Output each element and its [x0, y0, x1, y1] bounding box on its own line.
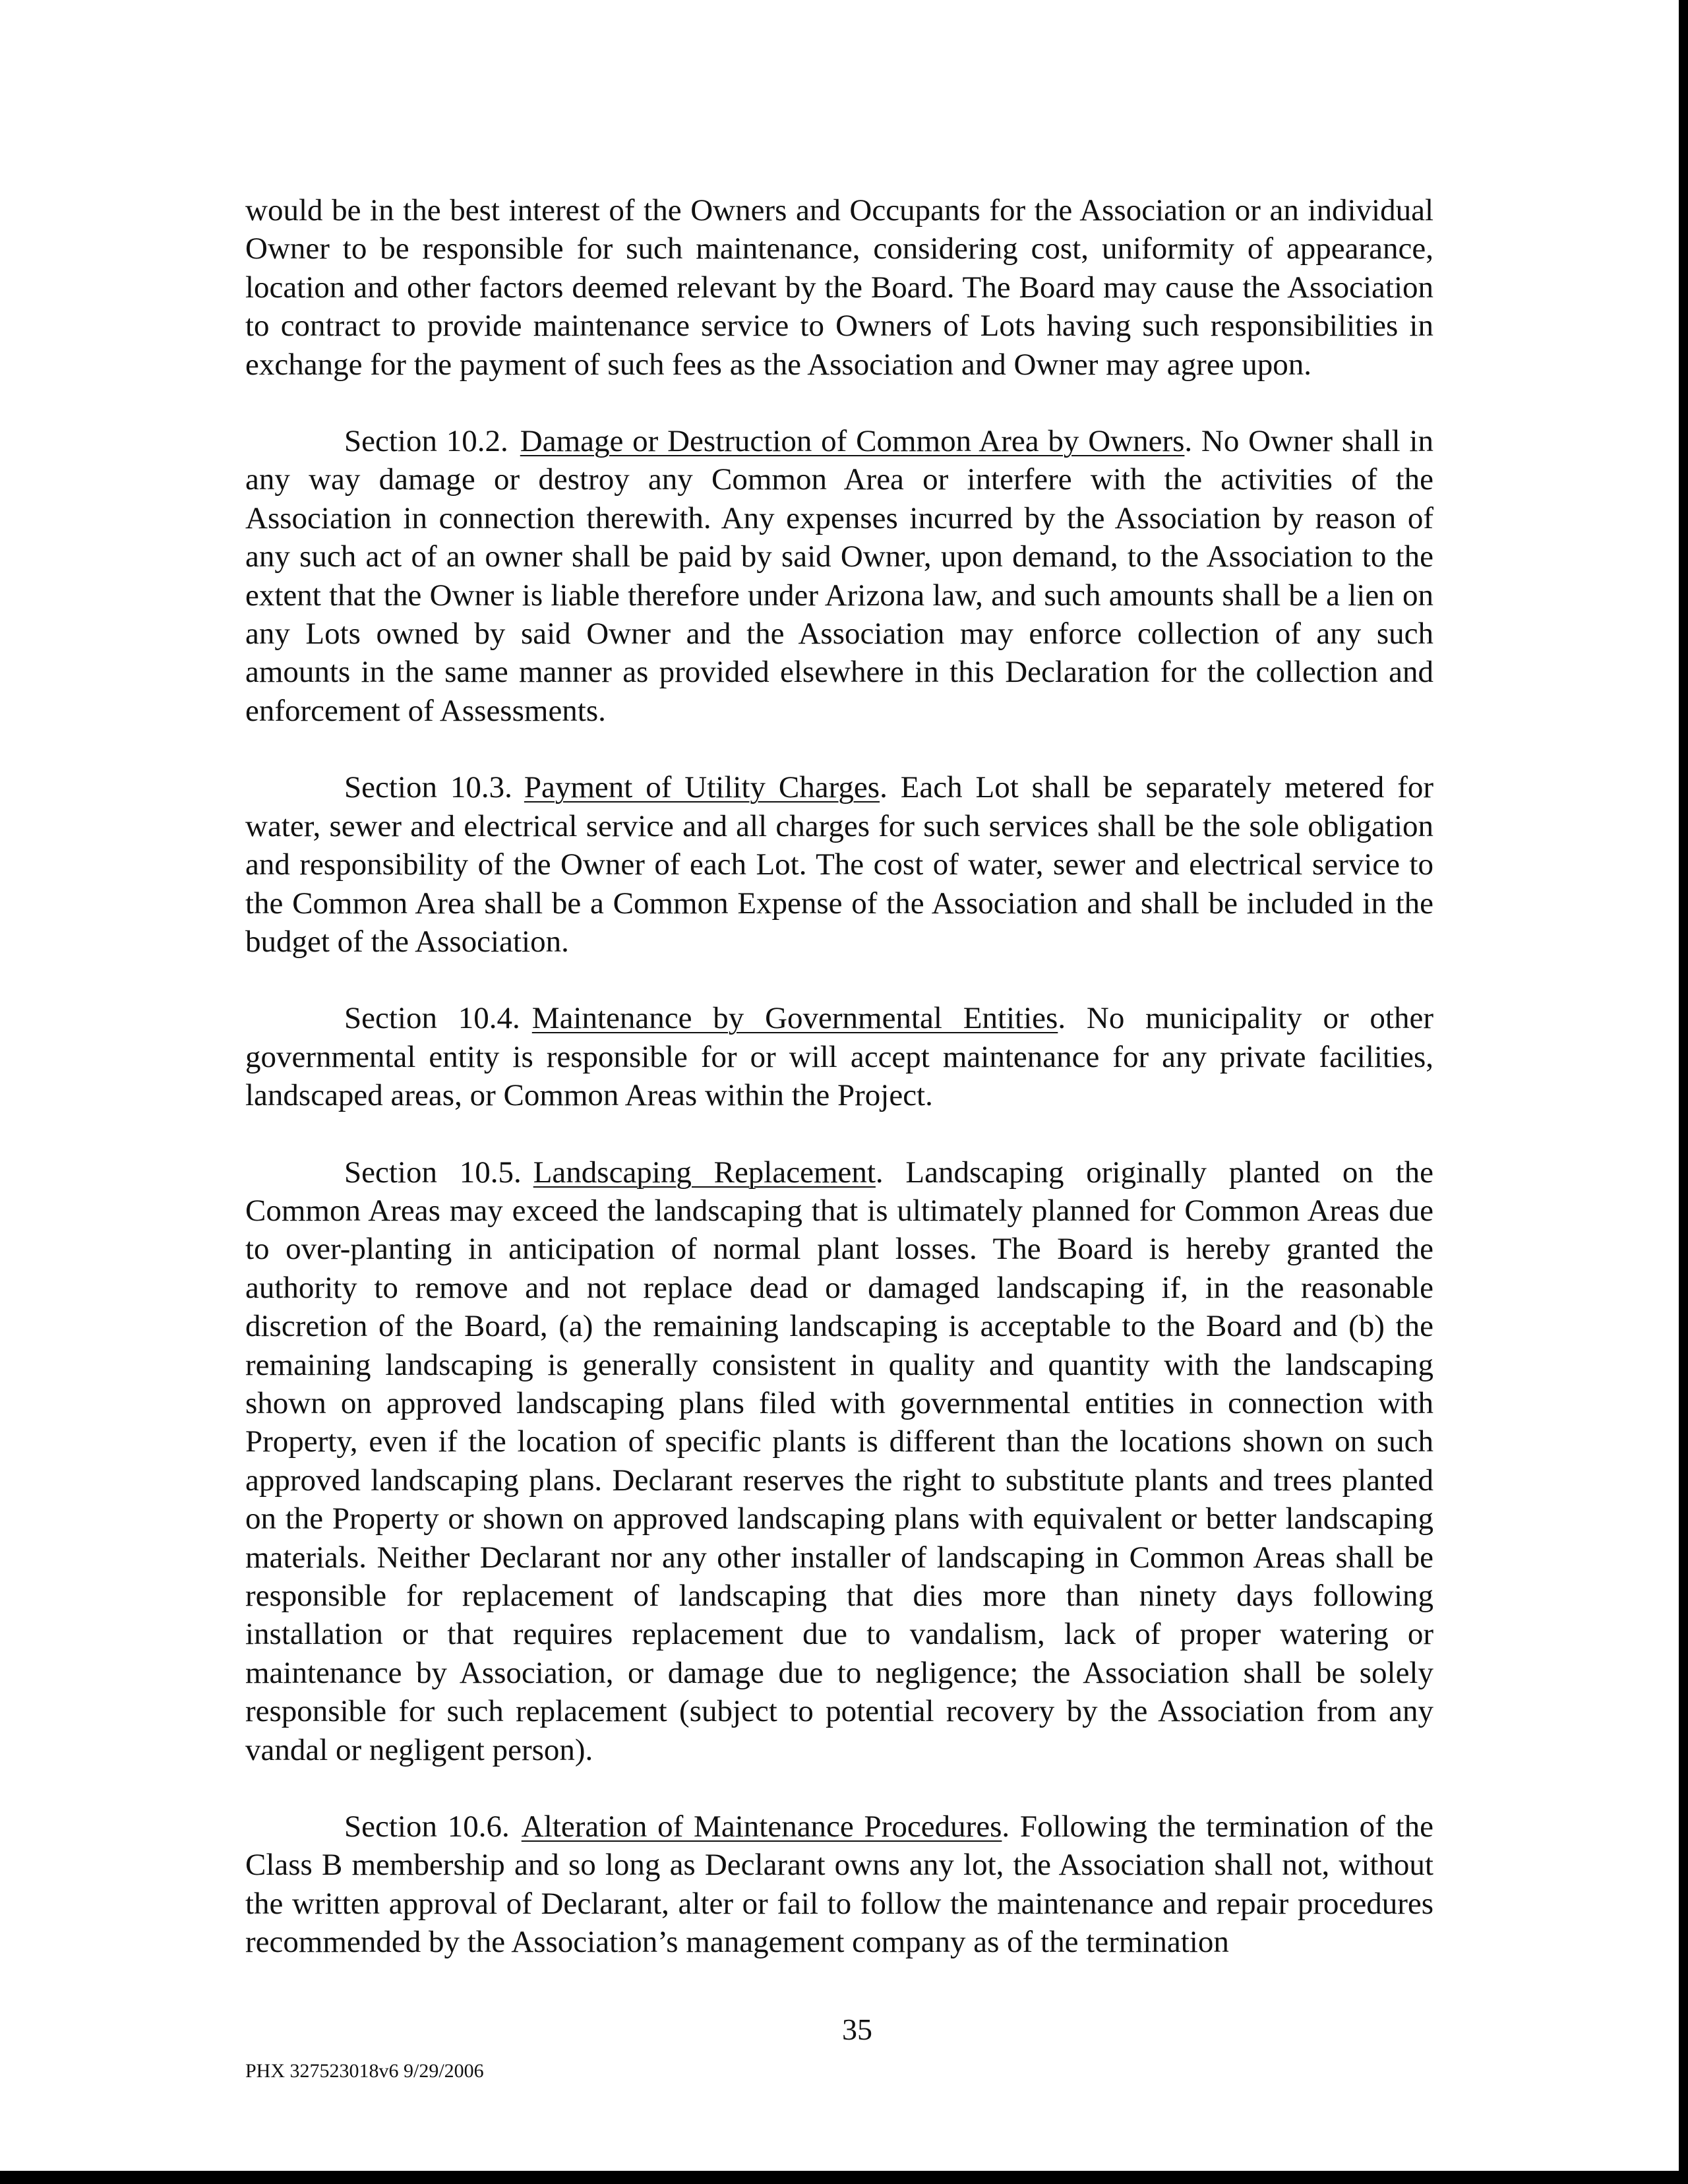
section-heading: Payment of Utility Charges [524, 770, 880, 805]
section-heading: Alteration of Maintenance Procedures [521, 1809, 1002, 1844]
section-heading: Landscaping Replacement [533, 1155, 876, 1190]
paragraph-continuation [245, 191, 1433, 384]
scan-border-bottom [0, 2171, 1688, 2184]
heading-period: . [875, 1155, 884, 1190]
heading-period: . [880, 770, 888, 805]
heading-period: . [1058, 1001, 1066, 1036]
section-heading: Maintenance by Governmental Entities [531, 1001, 1058, 1036]
scan-border-right [1679, 0, 1688, 2184]
heading-period: . [1002, 1809, 1010, 1844]
paragraph-text: would be in the best interest of the Owners and Occupants for the Association or an individual Owner to be responsible for such maintenance, considering cost, uniformity of appearance, location and other factors deemed relevant by the Board. The Board may cause the Association to contract to provide maintenance service to Owners of Lots having such responsibilities in exchange for the payment of such fees as the Association and Owner may agree upon. [245, 193, 1433, 382]
section-text: Each Lot shall be separately metered for water, sewer and electrical service and all charges for such services shall be the sole obligation and responsibility of the Owner of each Lot. The cost of water, sewer and electrical service to the Common Area shall be a Common Expense of the Association and shall be included in the budget of the Association. [245, 770, 1433, 959]
section-number: Section 10.4. [344, 1001, 520, 1036]
section-10-3 [245, 768, 1433, 961]
section-text: No Owner shall in any way damage or destroy any Common Area or interfere with the activities of the Association in connection therewith. Any expenses incurred by the Association by reason of any such act of an owner shall be paid by said Owner, upon demand, to the Association to the extent that the Owner is liable therefore under Arizona law, and such amounts shall be a lien on any Lots owned by said Owner and the Association may enforce collection of any such amounts in the same manner as provided elsewhere in this Declaration for the collection and enforcement of Assessments. [245, 424, 1433, 728]
section-10-5 [245, 1153, 1433, 1770]
section-10-6 [245, 1807, 1433, 1962]
heading-period: . [1184, 424, 1193, 459]
section-text: Following the termination of the Class B membership and so long as Declarant owns any lot, the Association shall not, without the written approval of Declarant, alter or fail to follow the maintenance and repair procedures recommended by the Association’s management company as of the termination [245, 1809, 1433, 1960]
footer-document-code: PHX 327523018v6 9/29/2006 [245, 2060, 484, 2082]
section-heading: Damage or Destruction of Common Area by Owners [520, 424, 1185, 459]
section-text: No municipality or other governmental entity is responsible for or will accept maintenance for any private facilities, landscaped areas, or Common Areas within the Project. [245, 1001, 1433, 1113]
section-number: Section 10.2. [344, 424, 508, 459]
section-text: Landscaping originally planted on the Common Areas may exceed the landscaping that is ultimately planned for Common Areas due to over-planting in anticipation of normal plant losses. The Board is hereby granted the authority to remove and not replace dead or damaged landscaping if, in the reasonable discretion of the Board, (a) the remaining landscaping is acceptable to the Board and (b) the remaining landscaping is generally consistent in quality and quantity with the landscaping shown on approved landscaping plans filed with governmental entities in connection with Property, even if the location of specific plants is different than the locations shown on such approved landscaping plans. Declarant reserves the right to substitute plants and trees planted on the Property or shown on approved landscaping plans with equivalent or better landscaping materials. Neither Declarant nor any other installer of landscaping in Common Areas shall be responsible for replacement of landscaping that dies more than ninety days following installation or that requires replacement due to vandalism, lack of proper watering or maintenance by Association, or damage due to negligence; the Association shall be solely responsible for such replacement (subject to potential recovery by the Association from any vandal or negligent person). [245, 1155, 1433, 1767]
document-body [245, 191, 1433, 2000]
section-number: Section 10.3. [344, 770, 512, 805]
section-number: Section 10.6. [344, 1809, 510, 1844]
section-10-4 [245, 999, 1433, 1114]
section-10-2 [245, 422, 1433, 730]
section-number: Section 10.5. [344, 1155, 522, 1190]
page-number: 35 [842, 2013, 872, 2046]
